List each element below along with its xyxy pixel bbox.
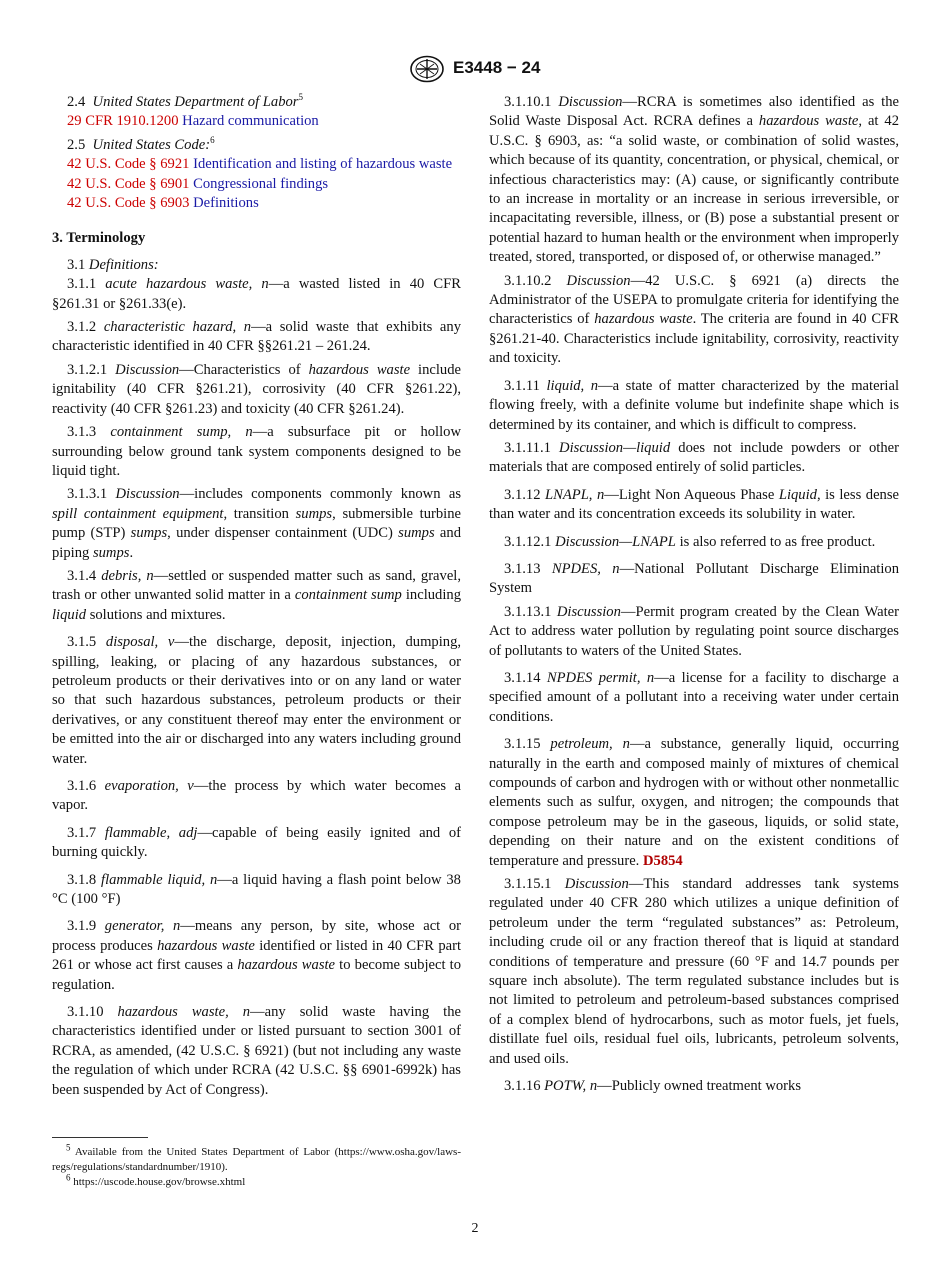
standard-designation: E3448 − 24 bbox=[453, 58, 541, 77]
para-3-1-12-1: 3.1.12.1 Discussion—LNAPL is also referred to as free product. bbox=[504, 533, 876, 550]
para-3-1-10: 3.1.10 hazardous waste, n—any solid waste having the characteristics identified under or listed pursuant to section 3001 of RCRA, as amended, (42 U.S.C. § 6921) (but not including any waste the regulation of which under RCRA (42 U.S.C. §§ 6901-6992k) has been suspended by Act of Congress). bbox=[52, 1004, 461, 1098]
page-number: 2 bbox=[471, 1221, 479, 1236]
para-3-1-2-1: 3.1.2.1 Discussion—Characteristics of hazardous waste include ignitability (40 CFR §261.21), corrosivity (40 CFR §261.22), reactivity (40 CFR §261.23) and toxicity (40 CFR §261.24). bbox=[52, 361, 461, 417]
usc-6921-code-link[interactable]: 42 U.S. Code § 6921 bbox=[67, 156, 190, 173]
para-3-1-4: 3.1.4 debris, n—settled or suspended matter such as sand, gravel, trash or other unwanted solid matter in a containment sump including liquid solutions and mixtures. bbox=[52, 567, 462, 623]
usc-6901-code-link[interactable]: 42 U.S. Code § 6901 bbox=[67, 175, 190, 192]
para-3-1-6: 3.1.6 evaporation, v—the process by which water becomes a vapor. bbox=[52, 778, 461, 814]
cfr-title-link[interactable]: Hazard communication bbox=[182, 113, 319, 130]
ref-usc-6903 bbox=[52, 194, 461, 213]
para-3-1-13-1: 3.1.13.1 Discussion—Permit program created by the Clean Water Act to address water pollution by regulating point source discharges of pollutants to waters of the United States. bbox=[489, 603, 899, 659]
ref-usc-6901 bbox=[52, 175, 461, 194]
para-3-1: 3.1 Definitions: bbox=[67, 256, 159, 273]
para-3-1-11: 3.1.11 liquid, n—a state of matter characterized by the material flowing freely, with a definite volume but indefinite shape which is determined by its container, and which is difficult to compress. bbox=[489, 377, 900, 433]
para-3-1-12: 3.1.12 LNAPL, n—Light Non Aqueous Phase Liquid, is less dense than water and its concentration exceeds its solubility in water. bbox=[489, 486, 900, 523]
ref-cfr-1910-1200 bbox=[52, 112, 461, 131]
usc-6903-code-link[interactable]: 42 U.S. Code § 6903 bbox=[67, 195, 190, 212]
ref-2-4: 2.4 United States Department of Labor$^5$ bbox=[67, 92, 303, 110]
para-3-1-9: 3.1.9 generator, n—means any person, by site, whose act or process produces hazardous waste identified or listed in 40 CFR part 261 or whose act first causes a hazardous waste to become subject to regulation. bbox=[52, 918, 462, 993]
para-3-1-1: 3.1.1 acute hazardous waste, n—a wasted listed in 40 CFR §261.31 or §261.33(e). bbox=[52, 276, 461, 312]
ref-2-5: 2.5 United States Code:$^6$ bbox=[67, 134, 215, 153]
footnote-rule bbox=[52, 1137, 148, 1138]
para-3-1-10-2: 3.1.10.2 Discussion—42 U.S.C. § 6921 (a) directs the Administrator of the USEPA to promulgate criteria for identifying the characteristics of hazardous waste. The criteria are found in 40 CFR §261.21-40. Characteristics include ignitability, corrosivity, reactivity and toxicity. bbox=[489, 272, 900, 367]
astm-logo-icon bbox=[409, 55, 445, 83]
left-column bbox=[52, 93, 461, 1104]
footnotes bbox=[52, 1137, 461, 1190]
footnote-5: $^5$ Available from the United States Department of Labor (https://www.osha.gov/laws-regs/regulations/standardnumber/1910). bbox=[52, 1142, 461, 1173]
ref-d5854-link[interactable]: D5854 bbox=[642, 852, 683, 869]
ref-usc-6921 bbox=[52, 155, 461, 174]
para-3-1-15-1: 3.1.15.1 Discussion—This standard addresses tank systems regulated under 40 CFR 280 which utilizes a unique definition of petroleum under the term “regulated substances” as: Petroleum, including crude oil or any fraction thereof that is liquid at standard conditions of temperature and pressure (60 °F and 14.7 pounds per square inch absolute). The term regulated substance includes but is not limited to petroleum and petroleum-based substances comprised of a complex blend of hydrocarbons, such as motor fuels, jet fuels, distillate fuel oils, residual fuel oils, lubricants, petroleum solvents, and used oils. bbox=[489, 876, 899, 1067]
usc-6901-title-link[interactable]: Congressional findings bbox=[193, 175, 329, 192]
para-3-1-5: 3.1.5 disposal, v—the discharge, deposit, injection, dumping, spilling, leaking, or placing of any hazardous substances, or petroleum products or their derivatives into or on any land or water so that such hazardous substances, petroleum products or their derivatives, or any constituent thereof may enter the environment or be emitted into the air or discharged into any waters including ground water. bbox=[52, 634, 462, 767]
usc-6921-title-link[interactable]: Identification and listing of hazardous waste bbox=[193, 156, 453, 173]
cfr-code-link[interactable]: 29 CFR 1910.1200 bbox=[67, 113, 179, 130]
footnote-6: $^6$ https://uscode.house.gov/browse.xhtml bbox=[66, 1172, 246, 1188]
para-3-1-14: 3.1.14 NPDES permit, n—a license for a facility to discharge a specified amount of a pollutant into a receiving water under certain conditions. bbox=[489, 669, 899, 725]
para-3-1-7: 3.1.7 flammable, adj—capable of being easily ignited and of burning quickly. bbox=[52, 824, 461, 861]
para-3-1-2: 3.1.2 characteristic hazard, n—a solid waste that exhibits any characteristic identified in 40 CFR §§261.21 – 261.24. bbox=[52, 319, 461, 355]
section-heading-terminology: 3. Terminology bbox=[52, 230, 146, 247]
page-header bbox=[0, 55, 950, 85]
para-3-1-3: 3.1.3 containment sump, n—a subsurface pit or hollow surrounding below ground tank system components designed to be liquid tight. bbox=[52, 424, 462, 479]
right-column bbox=[489, 93, 899, 1101]
para-3-1-11-1: 3.1.11.1 Discussion—liquid does not include powders or other materials that are composed entirely of solid particles. bbox=[489, 439, 899, 476]
usc-6903-title-link[interactable]: Definitions bbox=[193, 195, 259, 212]
para-3-1-13: 3.1.13 NPDES, n—National Pollutant Discharge Elimination System bbox=[489, 560, 900, 597]
para-3-1-15: 3.1.15 petroleum, n—a substance, generally liquid, occurring naturally in the earth and composed mainly of mixtures of chemical compounds of carbon and hydrogen with or without other nonmetallic elements such as sulfur, oxygen, and nitrogen; the compounds that compose petroleum may be in the gaseous, liquids, or solid state, depending on their nature and on the existent conditions of temperature and pressure. D5854 bbox=[489, 736, 900, 869]
para-3-1-16: 3.1.16 POTW, n—Publicly owned treatment works bbox=[504, 1078, 801, 1095]
para-3-1-3-1: 3.1.3.1 Discussion—includes components commonly known as spill containment equipment, transition sumps, submersible turbine pump (STP) sumps, under dispenser containment (UDC) sumps and piping sumps. bbox=[52, 486, 462, 561]
para-3-1-8: 3.1.8 flammable liquid, n—a liquid having a flash point below 38 °C (100 °F) bbox=[52, 871, 461, 908]
para-3-1-10-1: 3.1.10.1 Discussion—RCRA is sometimes also identified as the Solid Waste Disposal Act. RCRA defines a hazardous waste, at 42 U.S.C. § 6903, as: “a solid waste, or combination of solid wastes, which because of its quantity, concentration, or physical, chemical, or infectious characteristics may: (A) cause, or significantly contribute to an increase in mortality or an increase in serious irreversible, or incapacitating reversible, illness, or (B) pose a substantial present or potential hazard to human health or the environment when improperly treated, stored, transported, or disposed of, or otherwise managed.” bbox=[489, 94, 899, 266]
